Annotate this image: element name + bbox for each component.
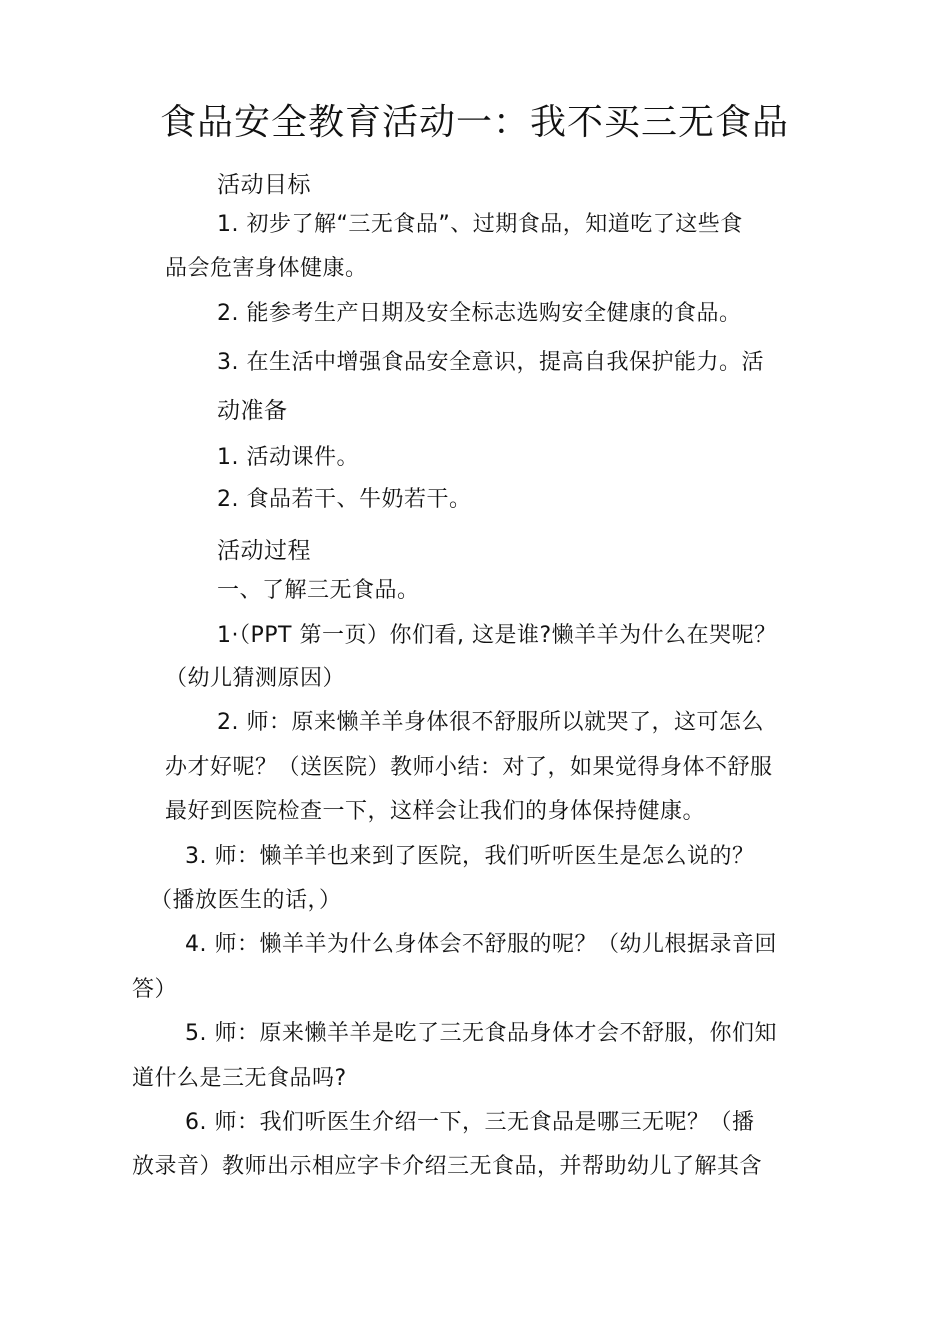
paragraph-line: 办才好呢？（送医院）教师小结：对了，如果觉得身体不舒服 (165, 755, 773, 780)
paragraph-line: 5. 师：原来懒羊羊是吃了三无食品身体才会不舒服，你们知 (185, 1021, 777, 1046)
document-title: 食品安全教育活动一：我不买三无食品 (160, 102, 790, 143)
section-heading-prep: 动准备 (217, 398, 288, 424)
section-heading-process: 活动过程 (217, 538, 311, 564)
paragraph-line: 3. 师：懒羊羊也来到了医院，我们听听医生是怎么说的？ (185, 844, 755, 869)
paragraph-line: 6. 师：我们听医生介绍一下，三无食品是哪三无呢？（播 (185, 1110, 755, 1135)
paragraph-line: 答） (132, 977, 178, 1002)
paragraph-line: 放录音）教师出示相应字卡介绍三无食品，并帮助幼儿了解其含 (132, 1154, 763, 1179)
paragraph-line: （播放医生的话，） (150, 888, 342, 913)
paragraph-line: 1·（PPT 第一页）你们看, 这是谁?懒羊羊为什么在哭呢？ (217, 623, 777, 648)
paragraph-line: 一、了解三无食品。 (217, 578, 420, 603)
paragraph-line: 道什么是三无食品吗? (132, 1066, 347, 1091)
paragraph-line: 2. 师：原来懒羊羊身体很不舒服所以就哭了，这可怎么 (217, 710, 764, 735)
paragraph-line: 1. 活动课件。 (217, 445, 359, 470)
paragraph-line: 品会危害身体健康。 (165, 256, 368, 281)
paragraph-line: （幼儿猜测原因） (165, 666, 346, 691)
paragraph-line: 3. 在生活中增强食品安全意识，提高自我保护能力。活 (217, 350, 764, 375)
paragraph-line: 最好到医院检查一下，这样会让我们的身体保持健康。 (165, 799, 706, 824)
paragraph-line: 4. 师：懒羊羊为什么身体会不舒服的呢？（幼儿根据录音回 (185, 932, 777, 957)
paragraph-line: 1. 初步了解“三无食品”、过期食品，知道吃了这些食 (217, 212, 743, 237)
paragraph-line: 2. 食品若干、牛奶若干。 (217, 487, 472, 512)
section-heading-goals: 活动目标 (217, 172, 311, 198)
paragraph-line: 2. 能参考生产日期及安全标志选购安全健康的食品。 (217, 301, 742, 326)
